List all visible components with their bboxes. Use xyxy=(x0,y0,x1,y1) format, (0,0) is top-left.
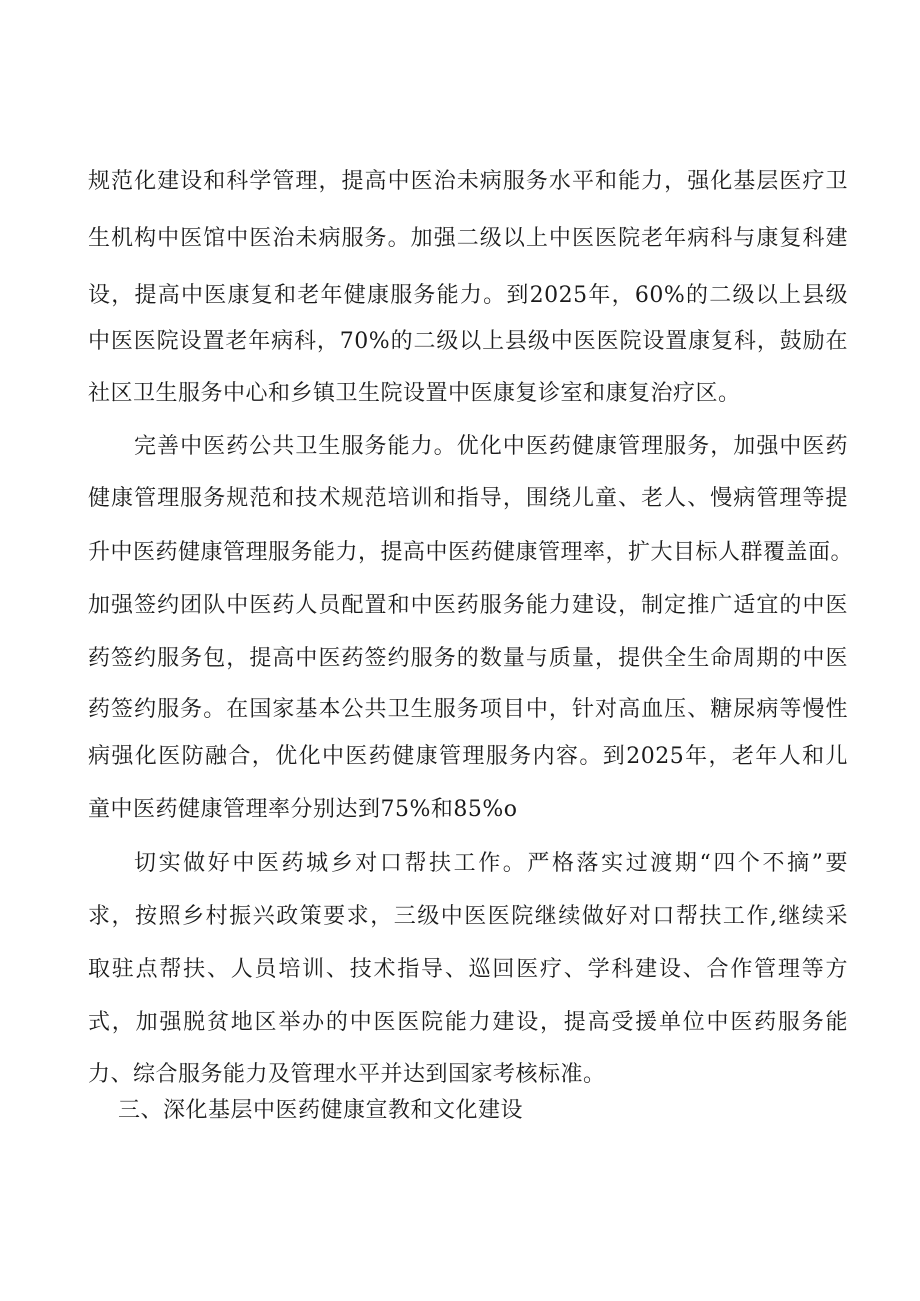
paragraph-2-line-6: 药签约服务。在国家基本公共卫生服务项目中，针对高血压、糖尿病等慢性 xyxy=(88,697,848,722)
paragraph-2-line-1: 完善中医药公共卫生服务能力。优化中医药健康管理服务，加强中医药 xyxy=(134,434,848,459)
paragraph-3-line-3: 取驻点帮扶、人员培训、技术指导、巡回医疗、学科建设、合作管理等方 xyxy=(88,957,848,982)
section-heading: 三、深化基层中医药健康宣教和文化建设 xyxy=(118,1098,524,1123)
paragraph-1-line-5: 社区卫生服务中心和乡镇卫生院设置中医康复诊室和康复治疗区。 xyxy=(88,381,741,406)
paragraph-3-line-4: 式，加强脱贫地区举办的中医医院能力建设，提高受援单位中医药服务能 xyxy=(88,1010,848,1035)
paragraph-1-line-4: 中医医院设置老年病科，70%的二级以上县级中医医院设置康复科，鼓励在 xyxy=(88,329,848,354)
paragraph-2-line-8: 童中医药健康管理率分别达到75%和85%o xyxy=(88,797,518,822)
paragraph-2-line-4: 加强签约团队中医药人员配置和中医药服务能力建设，制定推广适宜的中医 xyxy=(88,593,848,618)
paragraph-2-line-5: 药签约服务包，提高中医药签约服务的数量与质量，提供全生命周期的中医 xyxy=(88,646,848,671)
paragraph-2-line-2: 健康管理服务规范和技术规范培训和指导，围绕儿童、老人、慢病管理等提 xyxy=(88,486,848,511)
paragraph-1-line-2: 生机构中医馆中医治未病服务。加强二级以上中医医院老年病科与康复科建 xyxy=(88,226,848,251)
paragraph-3-line-2: 求，按照乡村振兴政策要求，三级中医医院继续做好对口帮扶工作,继续采 xyxy=(88,904,848,929)
paragraph-3-line-5: 力、综合服务能力及管理水平并达到国家考核标准。 xyxy=(88,1062,606,1087)
paragraph-1-line-3: 设，提高中医康复和老年健康服务能力。到2025年，60%的二级以上县级 xyxy=(88,283,848,308)
paragraph-3-line-1: 切实做好中医药城乡对口帮扶工作。严格落实过渡期“四个不摘”要 xyxy=(134,851,848,876)
paragraph-1-line-1: 规范化建设和科学管理，提高中医治未病服务水平和能力，强化基层医疗卫 xyxy=(88,169,848,194)
paragraph-2-line-7: 病强化医防融合，优化中医药健康管理服务内容。到2025年，老年人和儿 xyxy=(88,744,848,769)
paragraph-2-line-3: 升中医药健康管理服务能力，提高中医药健康管理率，扩大目标人群覆盖面。 xyxy=(88,540,854,565)
